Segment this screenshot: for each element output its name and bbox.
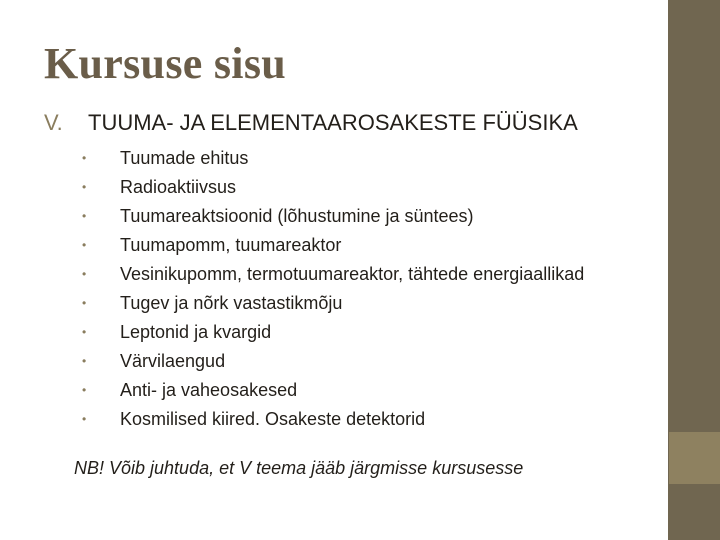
bullet-icon: • [82,238,87,252]
list-item [74,204,634,228]
topic-list [74,146,634,436]
list-item-text: Tuumapomm, tuumareaktor [120,235,342,255]
list-item [74,262,634,286]
list-item-text: Tuumade ehitus [120,148,249,168]
bullet-icon: • [82,354,87,368]
list-item-text: Radioaktiivsus [120,177,237,197]
list-item [74,407,634,431]
list-item [74,233,634,257]
list-item [74,291,634,315]
section-number: V. [44,110,63,135]
bullet-icon: • [82,325,87,339]
list-item-text: Leptonid ja kvargid [120,322,272,342]
bullet-icon: • [82,412,87,426]
bullet-icon: • [82,296,87,310]
footnote: NB! Võib juhtuda, et V teema jääb järgmisse kursusesse [74,458,524,478]
list-item-text: Vesinikupomm, termotuumareaktor, tähtede energiaallikad [120,264,585,284]
bullet-icon: • [82,180,87,194]
bullet-icon: • [82,267,87,281]
list-item [74,378,634,402]
sidebar-divider [666,0,668,540]
list-item [74,320,634,344]
list-item [74,349,634,373]
bullet-icon: • [82,209,87,223]
list-item-text: Kosmilised kiired. Osakeste detektorid [120,409,426,429]
sidebar-accent-block [669,432,720,484]
slide-title: Kursuse sisu [44,39,287,88]
list-item [74,146,634,170]
list-item-text: Tugev ja nõrk vastastikmõju [120,293,343,313]
list-item [74,175,634,199]
section-title: TUUMA- JA ELEMENTAAROSAKESTE FÜÜSIKA [88,110,578,135]
list-item-text: Tuumareaktsioonid (lõhustumine ja süntees) [120,206,474,226]
section-heading [44,110,578,136]
bullet-icon: • [82,383,87,397]
list-item-text: Anti- ja vaheosakesed [120,380,298,400]
list-item-text: Värvilaengud [120,351,226,371]
bullet-icon: • [82,151,87,165]
